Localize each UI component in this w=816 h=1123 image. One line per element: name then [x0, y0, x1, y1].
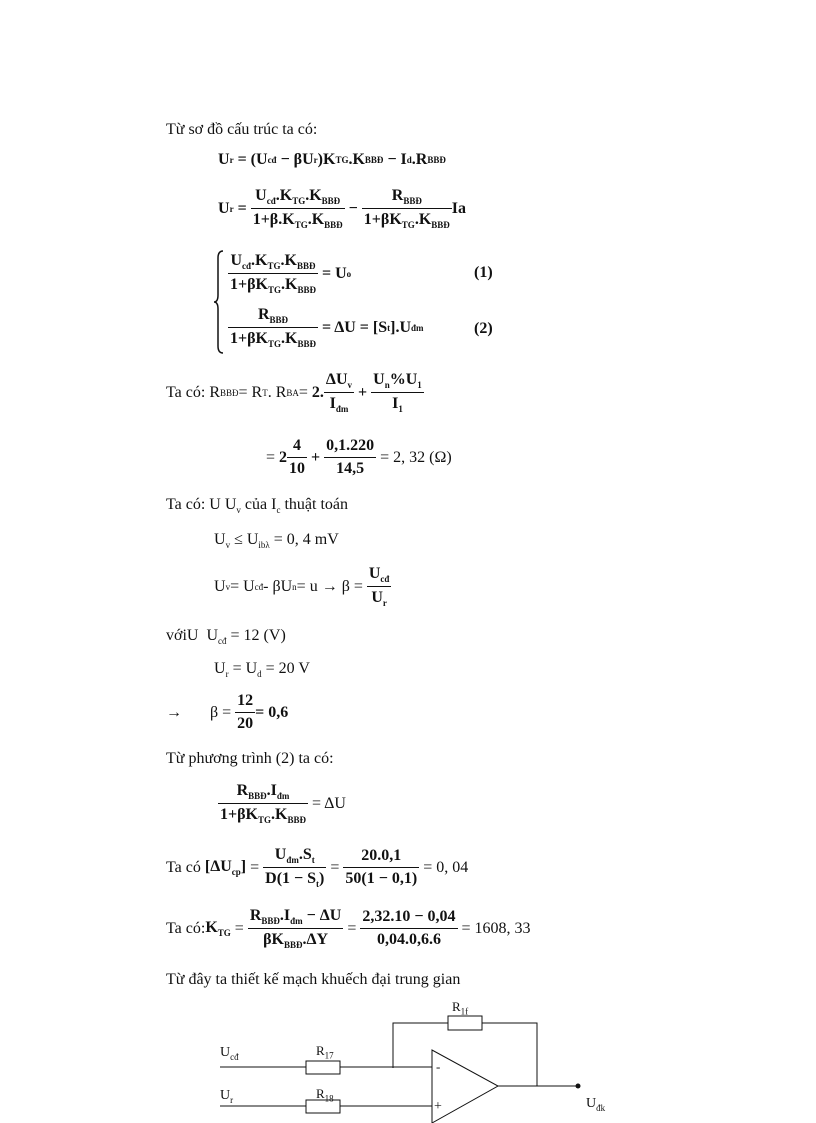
r17-label: $R_{17}$ [316, 1043, 334, 1061]
equation-rbbd-result: = 2 $\frac{4}{10}$ + $\frac{0,1.220}{14,5}$ = 2, 32 (Ω) [266, 437, 452, 477]
equation-system-1: $\frac{U_{cđ}.K_{TG}.K_{BBĐ}}{1+\beta K_{TG}.K_{BBĐ}}$ = U o [230, 252, 352, 296]
intro-text: Từ sơ đồ cấu trúc ta có: [166, 121, 318, 138]
equation-du: $\frac{R_{BBĐ}.I_{đm}}{1+\beta K_{TG}.K_{BBĐ}}$ = ΔU [220, 782, 346, 826]
with-ur: $U_r = U_d = 20$ V [214, 660, 310, 680]
udk-label: $U_{đk}$ [586, 1096, 606, 1113]
uv-text: Ta có: U $U_v$ của $I_c$ thuật toán [166, 496, 348, 516]
design-text: Từ đây ta thiết kế mạch khuếch đại trung gian [166, 971, 461, 988]
uv-limit: $U_v \le U_{ib\lambda} = 0$, 4 mV [214, 531, 339, 551]
minus-sign: - [436, 1059, 441, 1074]
with-ucd: vớiU $U_{cđ} = 12$ (V) [166, 627, 286, 647]
amplifier-circuit [210, 998, 630, 1123]
brace-icon [214, 250, 224, 354]
ur-label: $U_r$ [220, 1088, 234, 1105]
equation-du-allowed: Ta có $[\Delta U_{cp}]$ = $\frac{U_{đm}.S_t}{D(1 - S_t)}$ = $\frac{20.0,1}{50(1 - 0,1)}$ = 0, 04 [166, 846, 469, 890]
r18-label: $R_{18}$ [316, 1086, 334, 1104]
equation-ur-1: U r = (U cđ − βU r )K TG .K BBĐ − I d .R BBĐ [218, 151, 446, 168]
ucd-label: $U_{cđ}$ [220, 1045, 239, 1062]
beta-result: → β = $\frac{12}{20}$ = 0,6 [166, 692, 289, 732]
from-eq2-text: Từ phương trình (2) ta có: [166, 750, 334, 767]
uv-beta: U v = U cđ - βU n = u → β = $\frac{U_{cđ}}{U_r}$ [214, 565, 390, 609]
equation-label-1: (1) [474, 264, 493, 281]
equation-ktg: Ta có: $K_{TG}$ = $\frac{R_{BBĐ}.I_{đm} - \Delta U}{\beta K_{BBĐ}.\Delta Y}$ = $\frac{2,32.10 - 0,04}{0,04.0,6.6}$ = 1608, 33 [166, 907, 531, 951]
equation-rbbd: Ta có: R BBĐ = R T . R BA = 2. $\frac{\Delta U_v}{I_{đm}}$ + $\frac{U_n\%U_1}{I_1}$ [166, 371, 422, 415]
r1f-label: $R_{1f}$ [452, 999, 469, 1017]
equation-label-2: (2) [474, 320, 493, 337]
equation-system-2: $\frac{R_{BBĐ}}{1+\beta K_{TG}.K_{BBĐ}}$ = ΔU = [S t ].U đm [230, 306, 424, 350]
plus-sign: + [434, 1099, 442, 1114]
equation-ur-2: U r = $\frac{U_{cđ}.K_{TG}.K_{BBĐ}}{1+\beta.K_{TG}.K_{BBĐ}}$ − $\frac{R_{BBĐ}}{1+\beta K_{TG}.K_{BBĐ}}$ Ia [218, 187, 467, 231]
